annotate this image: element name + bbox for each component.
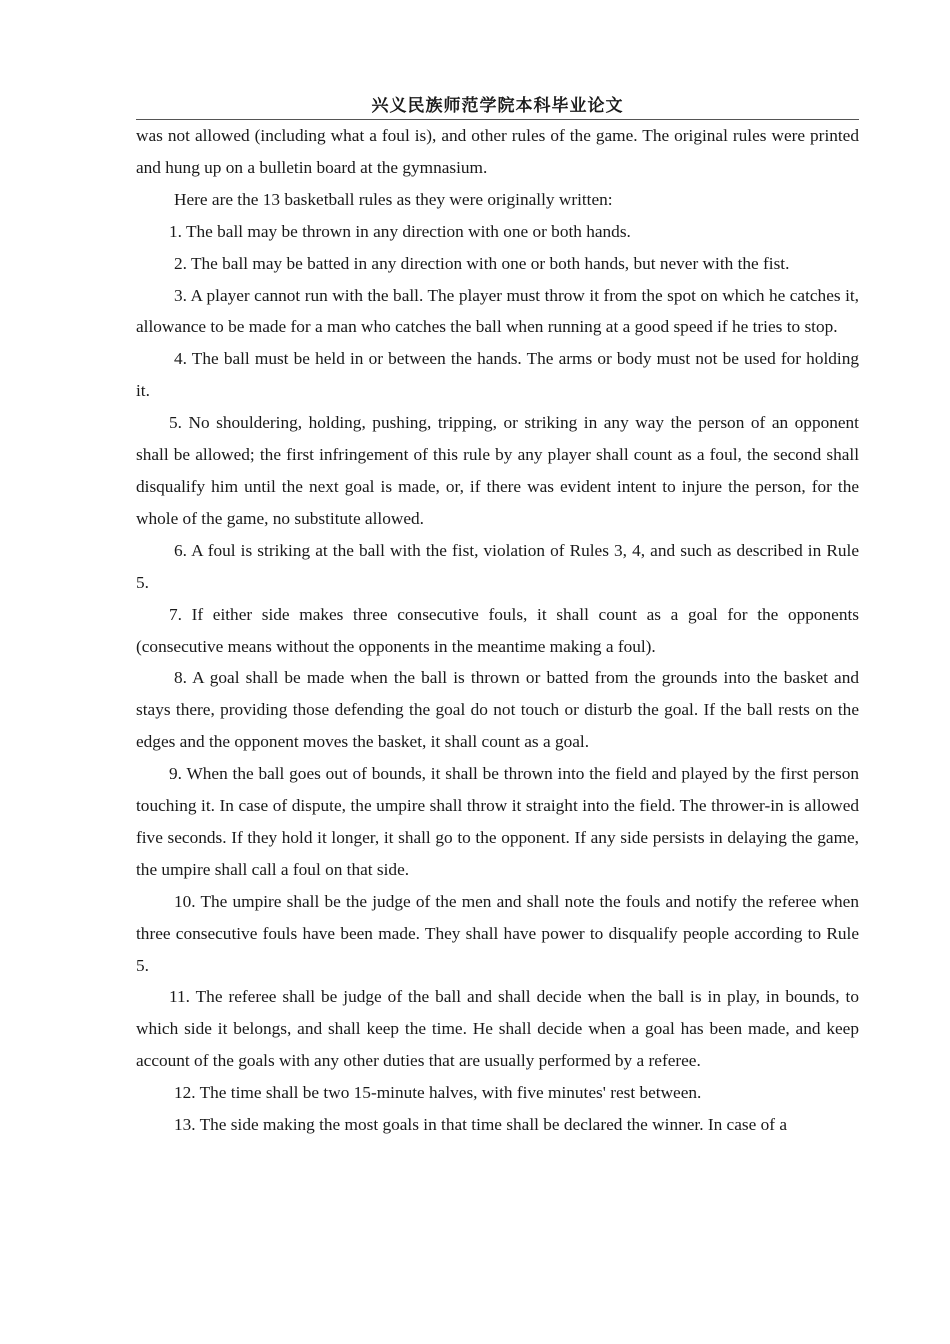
rule-6: 6. A foul is striking at the ball with the fist, violation of Rules 3, 4, and such as described in Rule 5. bbox=[136, 540, 859, 592]
rule-5: 5. No shouldering, holding, pushing, tripping, or striking in any way the person of an opponent shall be allowed; the first infringement of this rule by any player shall count as a foul, the second shall disqualify him until the next goal is made, or, if there was evident intent to injure the person, for the whole of the game, no substitute allowed. bbox=[136, 413, 859, 528]
paragraph-intro-continued: was not allowed (including what a foul is), and other rules of the game. The original rules were printed and hung up on a bulletin board at the gymnasium. bbox=[136, 126, 859, 177]
rule-4: 4. The ball must be held in or between the hands. The arms or body must not be used for holding it. bbox=[136, 349, 859, 401]
rule-1: 1. The ball may be thrown in any direction with one or both hands. bbox=[169, 221, 631, 241]
rule-2: 2. The ball may be batted in any direction with one or both hands, but never with the fist. bbox=[174, 253, 790, 273]
rule-7: 7. If either side makes three consecutive fouls, it shall count as a goal for the opponents (consecutive means without the opponents in the meantime making a foul). bbox=[136, 604, 859, 656]
rule-11: 11. The referee shall be judge of the ball and shall decide when the ball is in play, in bounds, to which side it belongs, and shall keep the time. He shall decide when a goal has been made, and keep account of the goals with any other duties that are usually performed by a referee. bbox=[136, 987, 859, 1071]
page-header: 兴义民族师范学院本科毕业论文 bbox=[136, 95, 859, 120]
paragraph-rules-intro: Here are the 13 basketball rules as they were originally written: bbox=[174, 189, 613, 209]
rule-9: 9. When the ball goes out of bounds, it shall be thrown into the field and played by the first person touching it. In case of dispute, the umpire shall throw it straight into the field. The thrower-in is allowed five seconds. If they hold it longer, it shall go to the opponent. If any side persists in delaying the game, the umpire shall call a foul on that side. bbox=[136, 764, 859, 879]
rule-13: 13. The side making the most goals in that time shall be declared the winner. In case of a bbox=[174, 1115, 787, 1135]
rule-10: 10. The umpire shall be the judge of the men and shall note the fouls and notify the referee when three consecutive fouls have been made. They shall have power to disqualify people according to Rule 5. bbox=[136, 891, 859, 975]
document-body bbox=[136, 120, 859, 1141]
rule-3: 3. A player cannot run with the ball. The player must throw it from the spot on which he catches it, allowance to be made for a man who catches the ball when running at a good speed if he tries to stop. bbox=[136, 285, 859, 337]
rule-8: 8. A goal shall be made when the ball is thrown or batted from the grounds into the basket and stays there, providing those defending the goal do not touch or disturb the goal. If the ball rests on the edges and the opponent moves the basket, it shall count as a goal. bbox=[136, 668, 859, 752]
rule-12: 12. The time shall be two 15-minute halves, with five minutes' rest between. bbox=[174, 1083, 702, 1103]
